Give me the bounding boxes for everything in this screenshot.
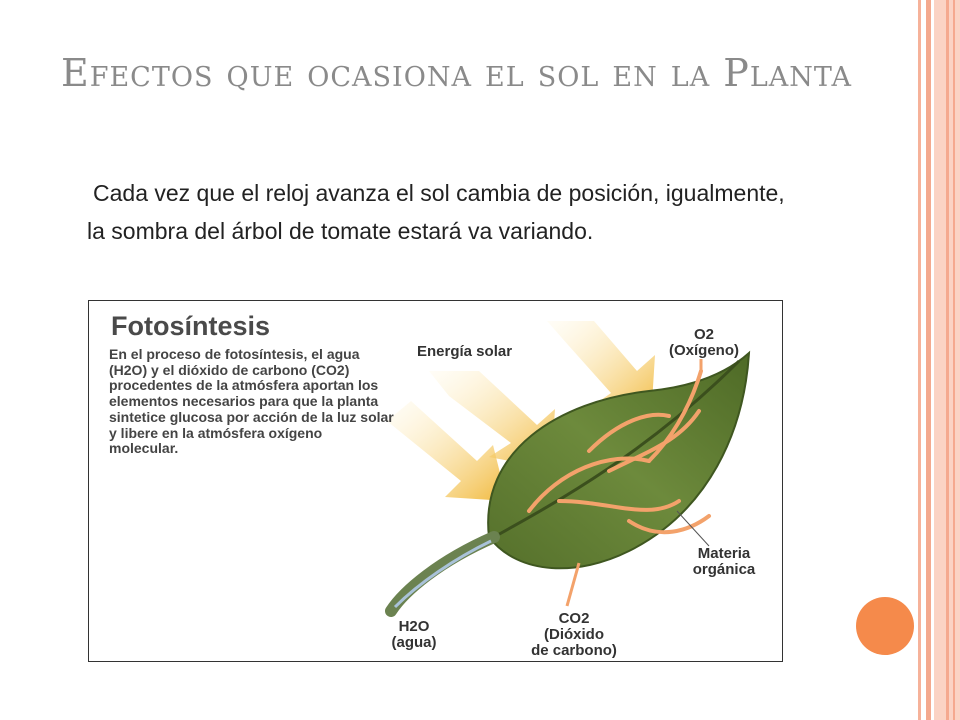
right-border-stripe [946, 0, 949, 720]
label-water [379, 619, 449, 651]
photosynthesis-figure [88, 300, 783, 662]
label-co2-line2: (Dióxido [544, 626, 604, 643]
label-matter-line1: Materia [697, 545, 751, 562]
label-organic-matter [679, 546, 769, 578]
label-water-line2: (agua) [391, 634, 437, 651]
co2-arrow [567, 563, 579, 606]
slide-title: Efectos que ocasiona el sol en la Planta [61, 51, 852, 95]
label-co2-line1: CO2 [558, 610, 590, 627]
figure-title: Fotosíntesis [111, 311, 271, 341]
label-water-line1: H2O [398, 618, 430, 635]
label-matter-line2: orgánica [692, 561, 756, 578]
right-border-stripe [926, 0, 931, 720]
slide-body-text: Cada vez que el reloj avanza el sol cambia de posición, igualmente, la sombra del árbol de tomate estará va variando. [87, 180, 785, 244]
decorative-orange-circle [856, 597, 914, 655]
label-oxygen-line2: (Oxígeno) [669, 342, 739, 359]
right-border-stripe [918, 0, 921, 720]
label-oxygen [649, 327, 759, 359]
right-border-stripe [953, 0, 955, 720]
label-co2-line3: de carbono) [531, 642, 617, 659]
label-oxygen-line1: O2 [693, 326, 714, 343]
label-carbon-dioxide [519, 611, 629, 659]
figure-description: En el proceso de fotosíntesis, el agua (H2O) y el dióxido de carbono (CO2) procedentes de la atmósfera aportan los elementos necesarios para que la planta sintetice glucosa por acción de la luz solar y libere en la atmósfera oxígeno molecular. [109, 346, 394, 457]
label-solar-energy: Energía solar [417, 343, 513, 360]
